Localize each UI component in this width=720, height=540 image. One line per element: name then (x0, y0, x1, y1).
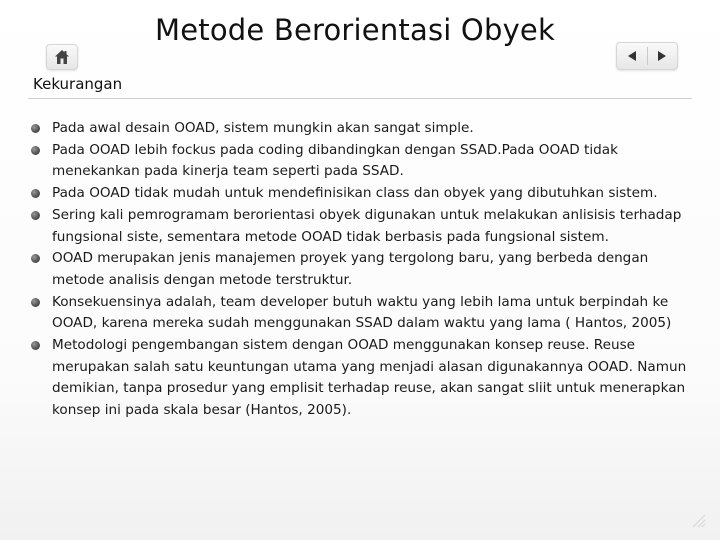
slide-title: Metode Berorientasi Obyek (155, 13, 555, 47)
previous-slide-button[interactable] (617, 43, 647, 69)
arrow-left-icon (626, 50, 638, 62)
bullet-dot-icon (31, 298, 40, 307)
slide-navigation (616, 42, 678, 70)
arrow-right-icon (656, 50, 668, 62)
bullet-item (30, 335, 690, 422)
bullet-item (30, 205, 690, 248)
bullet-item (30, 118, 690, 140)
bullet-text: Pada OOAD tidak mudah untuk mendefinisikan class dan obyek yang dibutuhkan sistem. (52, 185, 658, 202)
home-button[interactable] (46, 44, 78, 70)
horizontal-rule (28, 98, 692, 99)
bullet-dot-icon (31, 189, 40, 198)
bullet-text: OOAD merupakan jenis manajemen proyek yang tergolong baru, yang berbeda dengan metode analisis dengan metode terstruktur. (52, 250, 649, 288)
bullet-list (30, 118, 690, 422)
bullet-dot-icon (31, 254, 40, 263)
bullet-item (30, 183, 690, 205)
home-icon (54, 49, 70, 65)
bullet-text: Pada OOAD lebih fockus pada coding dibandingkan dengan SSAD.Pada OOAD tidak menekankan pada kinerja team seperti pada SSAD. (52, 141, 618, 180)
bullet-text: Sering kali pemrogramam berorientasi obyek digunakan untuk melakukan anlisisis terhadap fungsional siste, sementara metode OOAD tidak berbasis pada fungsional sistem. (52, 206, 682, 245)
bullet-dot-icon (31, 146, 40, 155)
next-slide-button[interactable] (647, 43, 677, 69)
bullet-item (30, 140, 690, 183)
bullet-dot-icon (31, 124, 40, 133)
section-subtitle: Kekurangan (33, 75, 123, 93)
bullet-text: Pada awal desain OOAD, sistem mungkin akan sangat simple. (52, 120, 474, 136)
bullet-dot-icon (31, 211, 40, 220)
bullet-text: Metodologi pengembangan sistem dengan OOAD menggunakan konsep reuse. Reuse merupakan salah satu keuntungan utama yang menjadi alasan digunakannya OOAD. Namun demikian, tanpa prosedur yang emplisit terhadap reuse, akan sangat sliit untuk menerapkan konsep ini pada skala besar (Hantos, 2005). (52, 337, 687, 419)
bullet-dot-icon (31, 341, 40, 350)
corner-resize-icon (688, 510, 706, 528)
bullet-item (30, 292, 690, 335)
bullet-text: Konsekuensinya adalah, team developer butuh waktu yang lebih lama untuk berpindah ke OOAD, karena mereka sudah menggunakan SSAD dalam waktu yang lama ( Hantos, 2005) (52, 293, 672, 332)
bullet-item (30, 248, 690, 291)
